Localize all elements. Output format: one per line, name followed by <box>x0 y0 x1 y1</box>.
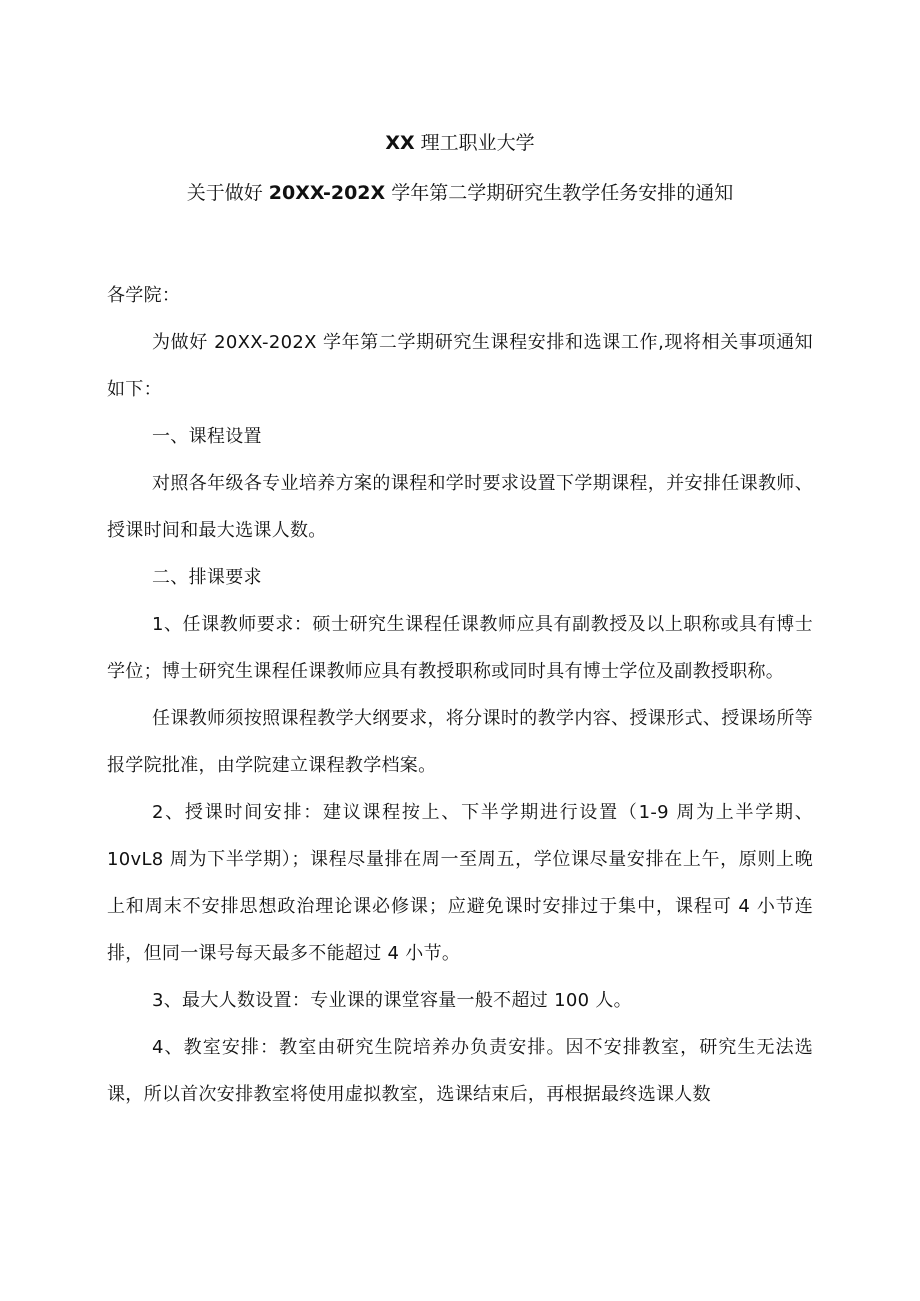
item3-paragraph: 3、最大人数设置：专业课的课堂容量一般不超过 100 人。 <box>152 990 632 1011</box>
notice-title-suffix: 学年第二学期研究生教学任务安排的通知 <box>385 182 734 204</box>
item1-followup-paragraph: 任课教师须按照课程教学大纲要求，将分课时的教学内容、授课形式、授课场所等报学院批准，由学院建立课程教学档案。 <box>107 708 813 776</box>
notice-body <box>107 272 813 1118</box>
salutation: 各学院： <box>107 285 181 306</box>
item4-paragraph: 4、教室安排：教室由研究生院培养办负责安排。因不安排教室，研究生无法选课，所以首次安排教室将使用虚拟教室，选课结束后，再根据最终选课人数 <box>107 1037 813 1105</box>
university-name: 理工职业大学 <box>414 132 535 154</box>
notice-title-prefix: 关于做好 <box>186 182 269 204</box>
section1-heading: 一、课程设置 <box>152 426 262 447</box>
university-title <box>0 128 920 158</box>
item2-paragraph: 2、授课时间安排：建议课程按上、下半学期进行设置（1-9 周为上半学期、10vL8 周为下半学期）；课程尽量排在周一至周五，学位课尽量安排在上午，原则上晚上和周末不安排思想政治理论课必修课；应避免课时安排过于集中，课程可 4 小节连排，但同一课号每天最多不能超过 4 小节。 <box>107 802 813 964</box>
intro-paragraph: 为做好 20XX-202X 学年第二学期研究生课程安排和选课工作,现将相关事项通知如下： <box>107 332 813 400</box>
notice-title-year: 20XX-202X <box>268 182 386 204</box>
item1-paragraph: 1、任课教师要求：硕士研究生课程任课教师应具有副教授及以上职称或具有博士学位；博士研究生课程任课教师应具有教授职称或同时具有博士学位及副教授职称。 <box>107 614 813 682</box>
section1-paragraph: 对照各年级各专业培养方案的课程和学时要求设置下学期课程，并安排任课教师、授课时间和最大选课人数。 <box>107 473 813 541</box>
university-code: XX <box>385 132 415 154</box>
notice-title <box>0 178 920 208</box>
section2-heading: 二、排课要求 <box>152 567 262 588</box>
